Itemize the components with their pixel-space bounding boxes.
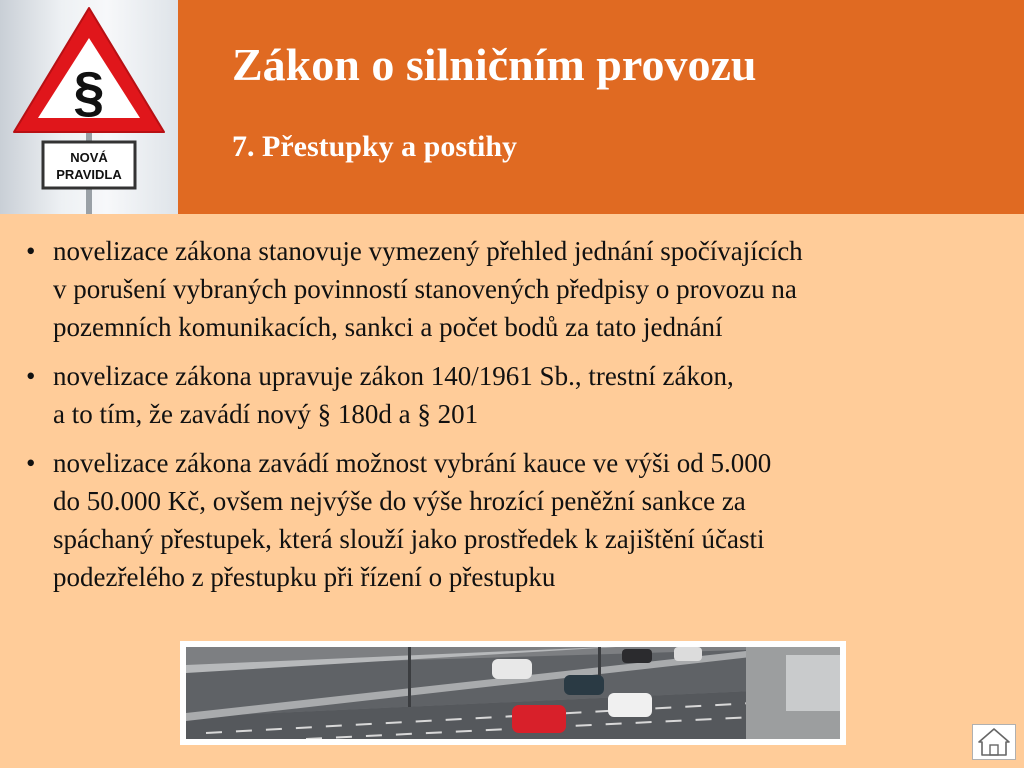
white-car	[674, 647, 702, 661]
bullet-line: do 50.000 Kč, ovšem nejvýše do výše hrozící peněžní sankce za	[53, 486, 746, 516]
dark-car	[564, 675, 604, 695]
bullet-line: novelizace zákona zavádí možnost vybrání kauce ve výši od 5.000	[53, 448, 772, 478]
home-icon	[973, 725, 1015, 759]
bullet-line: spáchaný přestupek, která slouží jako prostředek k zajištění účasti	[53, 524, 765, 554]
bullet-line: v porušení vybraných povinností stanovených předpisy o provozu na	[53, 274, 797, 304]
road-sign-image	[0, 0, 178, 214]
bullet-line: a to tím, že zavádí nový § 180d a § 201	[53, 399, 479, 429]
bullet-line: pozemních komunikacích, sankci a počet bodů za tato jednání	[53, 312, 723, 342]
plate-text-line1: NOVÁ	[70, 150, 108, 165]
bullet-item	[26, 357, 1016, 433]
bullet-line: novelizace zákona stanovuje vymezený přehled jednání spočívajících	[53, 236, 803, 266]
bullet-dot: •	[26, 448, 36, 478]
red-car	[512, 705, 566, 733]
bullet-list	[26, 232, 1016, 607]
paragraph-symbol: §	[73, 60, 105, 123]
white-car	[608, 693, 652, 717]
home-button[interactable]	[972, 724, 1016, 760]
white-car	[492, 659, 532, 679]
bullet-item	[26, 444, 1016, 596]
bullet-item	[26, 232, 1016, 346]
bullet-dot: •	[26, 361, 36, 391]
dark-car	[622, 649, 652, 663]
slide-title: Zákon o silničním provozu	[232, 39, 757, 90]
plate-text-line2: PRAVIDLA	[56, 167, 122, 182]
bullet-line: podezřelého z přestupku při řízení o přestupku	[53, 562, 556, 592]
bullet-dot: •	[26, 236, 36, 266]
slide-subtitle: 7. Přestupky a postihy	[232, 130, 518, 163]
highway-photo	[180, 641, 846, 745]
bullet-line: novelizace zákona upravuje zákon 140/1961 Sb., trestní zákon,	[53, 361, 734, 391]
